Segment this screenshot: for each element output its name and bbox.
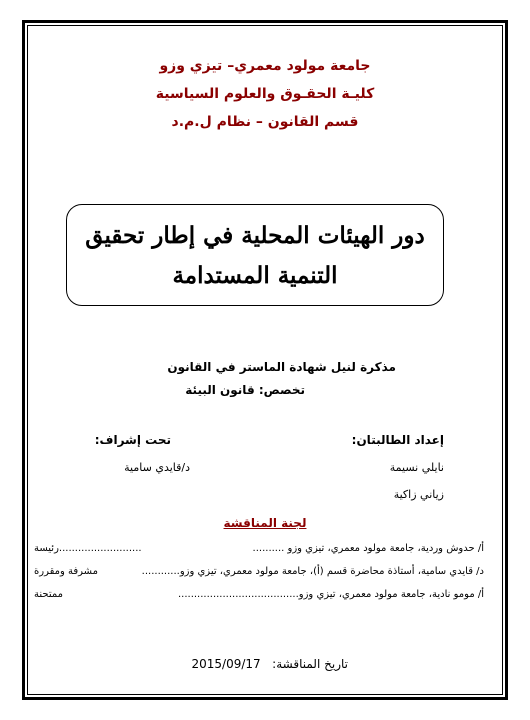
thesis-title-line-2: التنمية المستدامة [172, 262, 338, 289]
thesis-purpose: مذكرة لنيل شهادة الماستر في القانون [167, 360, 396, 374]
thesis-title-line-1: دور الهيئات المحلية في إطار تحقيق [85, 222, 425, 249]
jury-member-name: د/ قايدي سامية، أستاذة محاضرة قسم (أ)، جامعة مولود معمري، تيزي وزو............ [141, 566, 484, 577]
defense-date-label: تاريخ المناقشة: [272, 657, 348, 671]
department-name: قسم القانون – نظام ل.م.د [171, 114, 359, 130]
jury-heading: لجنة المناقشة [223, 516, 307, 530]
faculty-name: كليـة الحقـوق والعلوم السياسية [155, 86, 375, 102]
jury-member-name: أ/ حدوش وردية، جامعة مولود معمري، تيزي وزو .......... [252, 543, 484, 554]
jury-member-role: ..........................رئيسة [34, 543, 142, 554]
jury-member-role: مشرفة ومقررة [34, 566, 98, 577]
author-name-2: زياني زاكية [393, 488, 444, 501]
authors-label: إعداد الطالبتان: [351, 433, 444, 447]
university-name: جامعة مولود معمري– تيزي وزو [159, 58, 371, 74]
author-name-1: نايلي نسيمة [389, 461, 444, 474]
title-box [66, 204, 444, 306]
defense-date-line [192, 657, 348, 671]
thesis-specialty: تخصص: قانون البيئة [185, 383, 305, 397]
supervisor-label: تحت إشراف: [94, 433, 171, 447]
supervisor-name: د/قايدي سامية [124, 461, 190, 474]
jury-member-role: ممتحنة [34, 589, 63, 600]
jury-member-name: أ/ مومو نادية، جامعة مولود معمري، تيزي وزو...................................... [177, 589, 484, 600]
defense-date: 2015/09/17 [191, 657, 261, 671]
